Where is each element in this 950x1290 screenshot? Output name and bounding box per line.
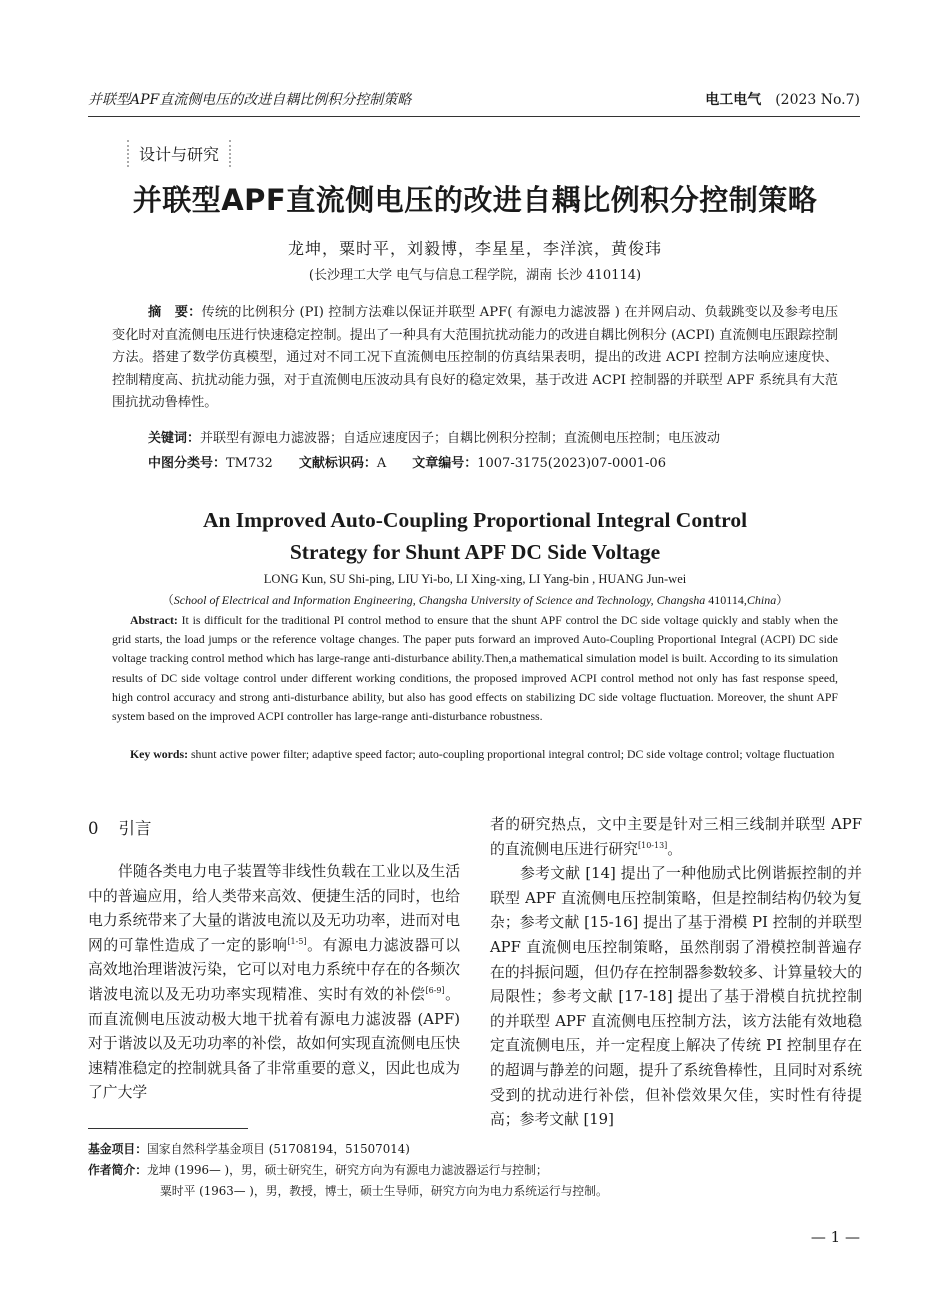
clc-value: TM732 [226,456,273,471]
keywords-en-text: shunt active power filter; adaptive speed factor; auto-coupling proportional integral control; DC side voltage control; voltage fluctuation [188,747,835,761]
doc-code-label: 文献标识码： [298,456,377,471]
journal-info [705,89,860,109]
abstract-en [112,611,838,726]
intro-continuation [490,813,862,862]
citation: [6-9] [425,986,445,996]
footnote-rule [88,1128,248,1129]
abstract-cn-text: 传统的比例积分 (PI) 控制方法难以保证并联型 APF( 有源电力滤波器 ) 在并网启动、负载跳变以及参考电压变化时对直流侧电压进行快速稳定控制。提出了一种具有大范围抗扰动能力的改进自耦比例积分 (ACPI) 直流侧电压跟踪控制方法。搭建了数学仿真模型，通过对不同工况下直流侧电压控制的仿真结果表明，提出的改进 ACPI 控制方法响应速度快、控制精度高、抗扰动能力强，对于直流侧电压波动具有良好的稳定效果，基于改进 ACPI 控制器的并联型 APF 系统具有大范围抗扰动鲁棒性。 [112,305,839,410]
fund-label: 基金项目： [88,1142,147,1156]
author-bio-label: 作者简介： [88,1163,147,1177]
fund-text: 国家自然科学基金项目 (51708194，51507014) [147,1142,410,1156]
title-en-line1: An Improved Auto-Coupling Proportional Integral Control [202,508,748,532]
affil-en-close: ） [776,593,789,607]
author-note [88,1161,548,1178]
journal-name: 电工电气 [705,92,762,108]
fund-note [88,1140,410,1157]
section-heading [88,815,152,839]
affiliation-en [0,591,950,608]
section-title: 引言 [118,819,152,838]
affil-en-open: （ [161,593,174,607]
left-column [88,860,460,1106]
keywords-cn [148,427,720,446]
keywords-en-label: Key words: [130,747,188,761]
citation: [1-5] [287,936,307,946]
cont-text-a: 者的研究热点，文中主要是针对三相三线制并联型 APF 的直流侧电压进行研究 [490,816,862,858]
keywords-cn-text: 并联型有源电力滤波器；自适应速度因子；自耦比例积分控制；直流侧电压控制；电压波动 [200,431,721,446]
intro-text-c: 。而直流侧电压波动极大地干扰着有源电力滤波器 (APF) 对于谐波以及无功功率的补偿，故如何实现直流侧电压快速精准稳定的控制就具备了非常重要的意义，因此也成为了广大学 [88,985,460,1102]
abstract-cn-label: 摘 要： [148,305,202,320]
keywords-en [112,745,838,764]
affil-en-country: China [746,593,777,607]
citation: [10-13] [637,840,668,850]
keywords-cn-label: 关键词： [148,431,201,446]
author-bio-1: 龙坤 (1996— )，男，硕士研究生，研究方向为有源电力滤波器运行与控制； [147,1163,548,1177]
authors-cn: 龙坤，粟时平，刘毅博，李星星，李洋滨，黄俊玮 [287,239,662,258]
abstract-en-text: It is difficult for the traditional PI control method to ensure that the shunt APF control the DC side voltage quickly and stably when the grid starts, the load jumps or the reference voltage changes. The paper puts forward an improved Auto-Coupling Proportional Integral (ACPI) DC side voltage tracking control method which has large-range anti-disturbance ability.Then,a mathematical simulation model is built. According to its simulation results of DC side voltage control under different working conditions, the proposed improved ACPI control method not only has fast response speed, high control accuracy and strong anti-disturbance ability, but also has good effects on stabilizing DC side voltage fluctuation. Moreover, the shunt APF system based on the improved ACPI controller has large-range anti-disturbance robustness. [112,613,838,724]
running-title: 并联型APF直流侧电压的改进自耦比例积分控制策略 [88,92,412,108]
journal-issue: (2023 No.7) [775,92,860,108]
clc-label: 中图分类号： [148,456,227,471]
intro-paragraph-2: 参考文献 [14] 提出了一种他励式比例谐振控制的并联型 APF 直流侧电压控制策略，但是控制结构仍较为复杂；参考文献 [15-16] 提出了基于滑模 PI 控制的并联型 APF 直流侧电压控制策略，虽然削弱了滑模控制普遍存在的抖振问题，但仍存在控制器参数较多、计算量较大的局限性；参考文献 [17-18] 提出了基于滑模自抗扰控制的并联型 APF 直流侧电压控制方法，该方法能有效地稳定直流侧电压，并一定程度上解决了传统 PI 控制里存在的超调与静差的问题，提升了系统鲁棒性，且同时对系统受到的扰动进行补偿，但补偿效果欠佳，实时性有待提高；参考文献 [19] [490,865,862,1129]
author-bio-2: 粟时平 (1963— )，男，教授，博士，硕士生导师，研究方向为电力系统运行与控制。 [160,1184,608,1198]
header-rule [88,116,860,117]
affiliation-cn: (长沙理工大学 电气与信息工程学院，湖南 长沙 410114) [308,268,642,283]
paper-title-en [0,504,950,568]
intro-paragraph-1 [88,860,460,1106]
abstract-en-label: Abstract: [130,613,178,627]
article-no-value: 1007-3175(2023)07-0001-06 [477,456,666,471]
section-tag: 设计与研究 [127,140,231,167]
paper-title-cn: 并联型APF直流侧电压的改进自耦比例积分控制策略 [132,183,818,217]
cont-text-b: 。 [667,840,683,858]
right-column [490,813,862,1133]
affil-en-postcode: 410114, [705,593,747,607]
abstract-cn [112,302,838,415]
doc-code-value: A [376,456,387,471]
section-number: 0 [88,819,99,838]
affil-en-school: School of Electrical and Information Engineering, Changsha University of Science and Technology, Changsha [173,593,706,607]
intro-text-b: 。有源电力滤波器可以高效地治理谐波污染，它可以对电力系统中存在的各频次谐波电流以及无功功率实现精准、实时有效的补偿 [88,936,460,1003]
article-no-label: 文章编号： [412,456,478,471]
title-en-line2: Strategy for Shunt APF DC Side Voltage [289,540,661,564]
page-number: — 1 — [810,1228,860,1246]
authors-en: LONG Kun, SU Shi-ping, LIU Yi-bo, LI Xing-xing, LI Yang-bin , HUANG Jun-wei [263,572,687,586]
classification-line [148,452,666,471]
intro-text-a: 伴随各类电力电子装置等非线性负载在工业以及生活中的普遍应用，给人类带来高效、便捷生活的同时，也给电力系统带来了大量的谐波电流以及无功功率，进而对电网的可靠性造成了一定的影响 [88,863,460,954]
